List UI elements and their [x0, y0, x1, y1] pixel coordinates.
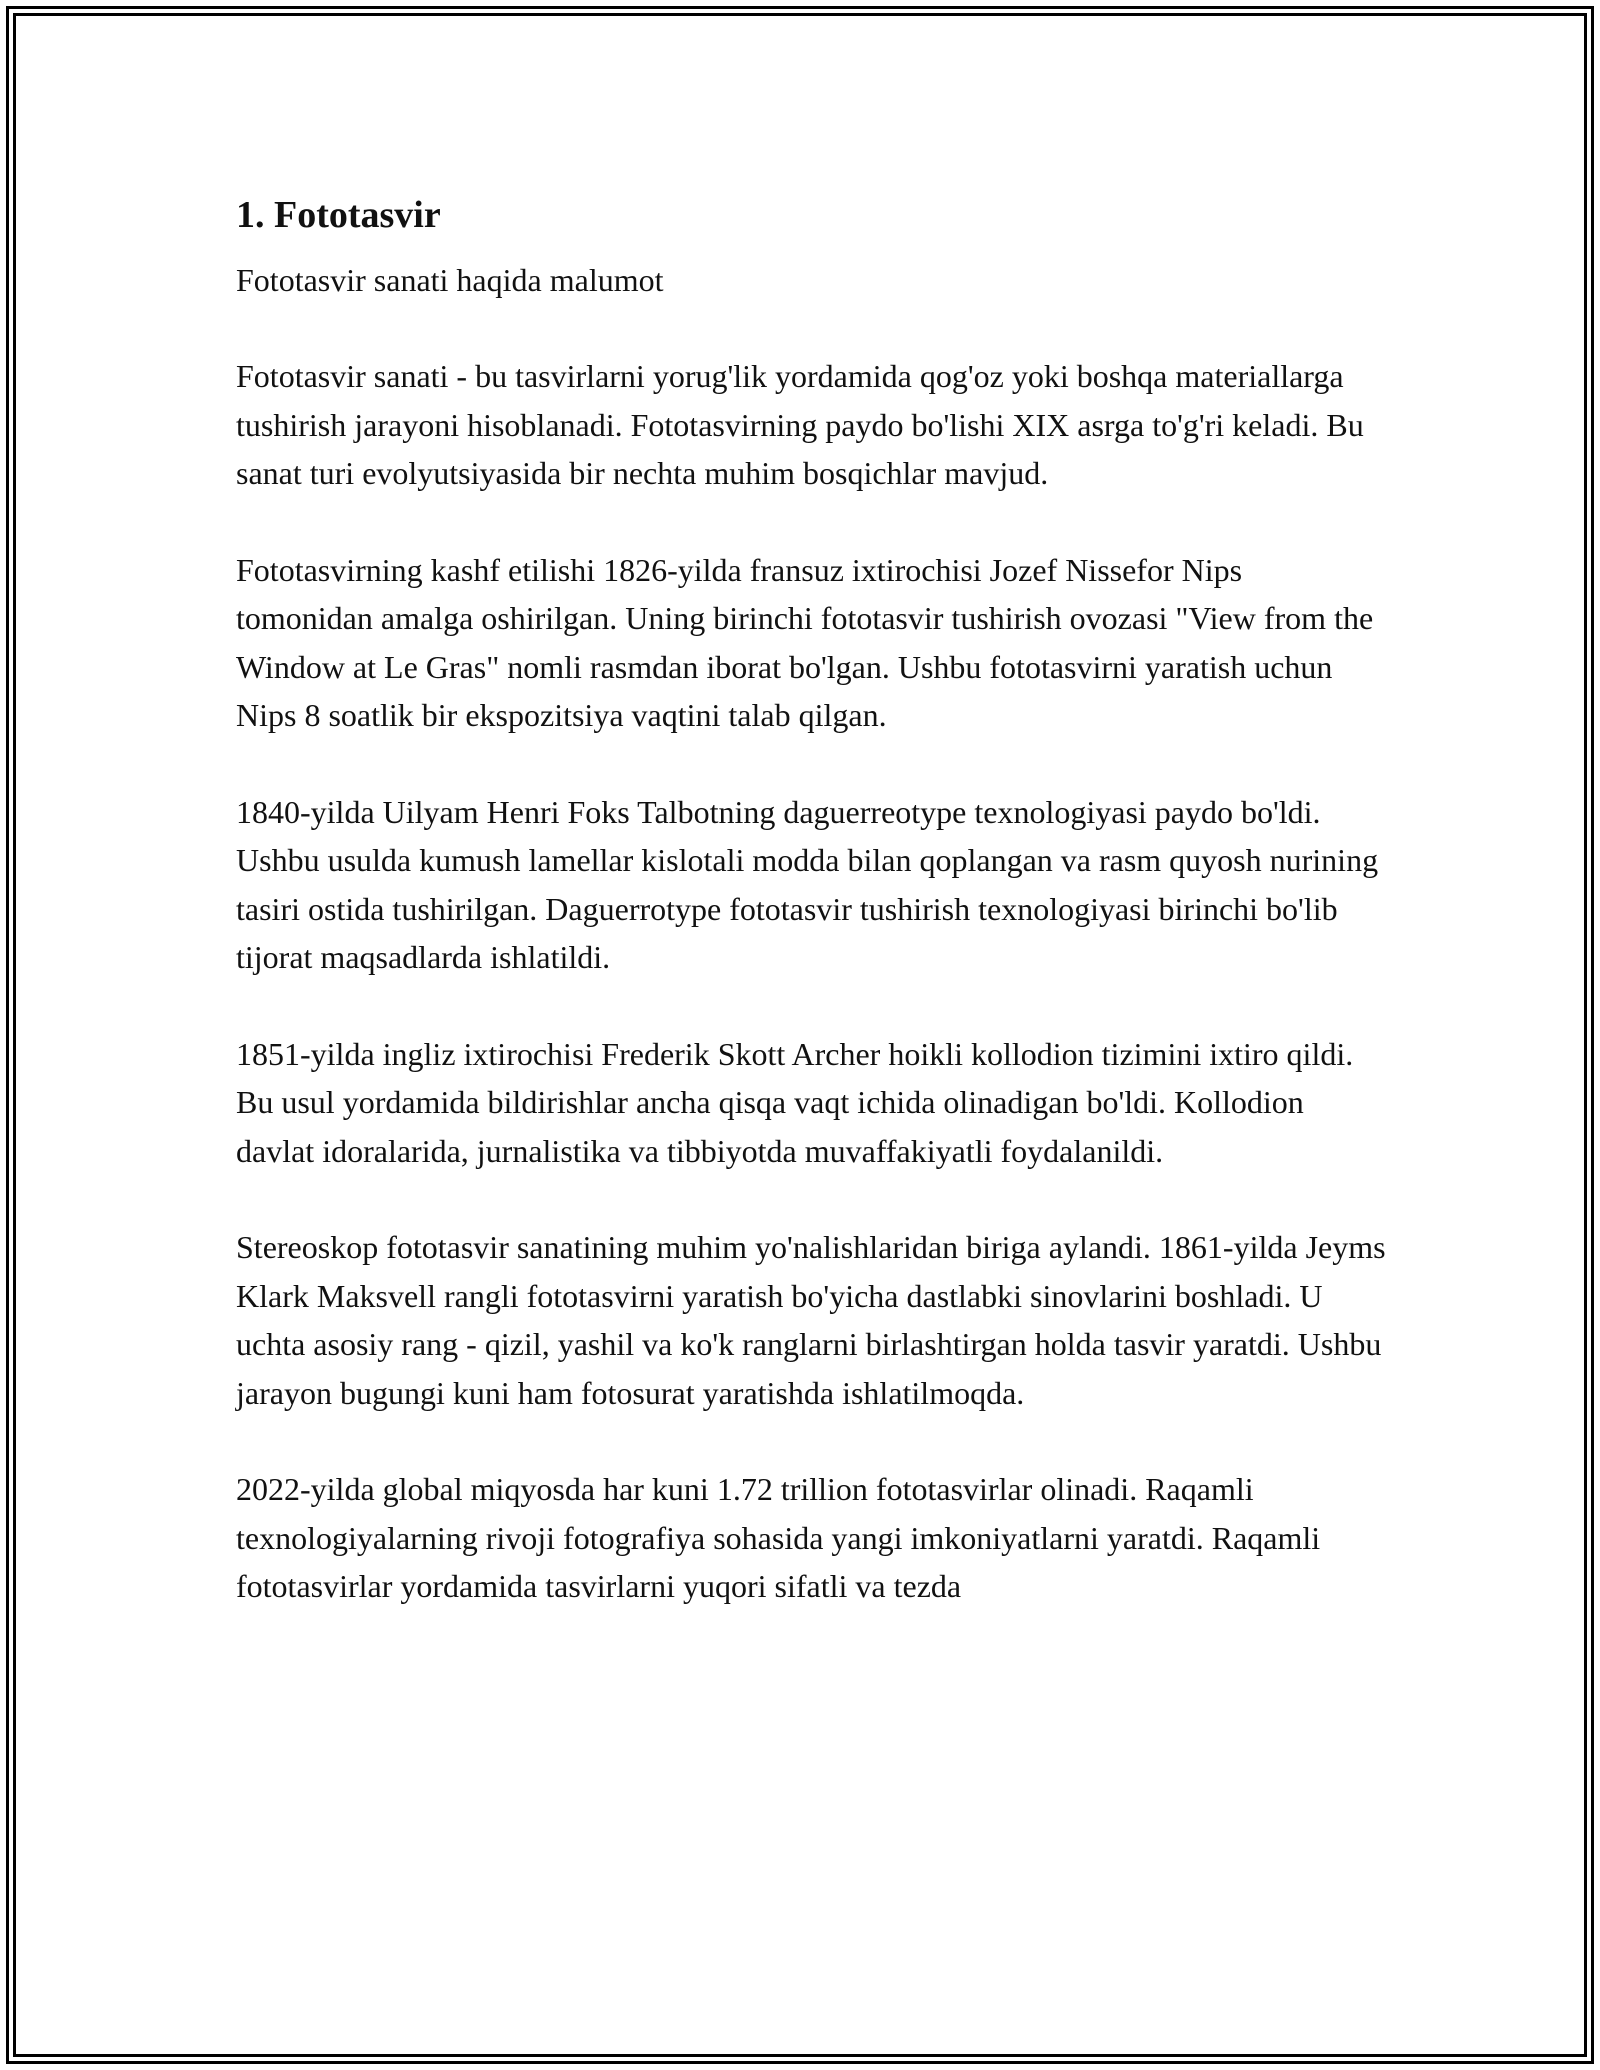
paragraph-6: 2022-yilda global miqyosda har kuni 1.72 trillion fototasvirlar olinadi. Raqamli texnologiyalarning rivoji fotografiya sohasida yangi imkoniyatlarni yaratdi. Raqamli fototasvirlar yordamida tasvirlarni yuqori sifatli va tezda: [236, 1471, 1321, 1604]
section-heading: 1. Fototasvir: [236, 194, 441, 236]
paragraph-3: 1840-yilda Uilyam Henri Foks Talbotning daguerreotype texnologiyasi paydo bo'ldi. Ushbu usulda kumush lamellar kislotali modda bilan qoplangan va rasm quyosh nurining tasiri ostida tushirilgan. Daguerrotype fototasvir tushirish texnologiyasi birinchi bo'lib tijorat maqsadlarda ishlatildi.: [236, 793, 1379, 975]
section-subtitle: Fototasvir sanati haqida malumot: [236, 262, 664, 298]
paragraph-2: Fototasvirning kashf etilishi 1826-yilda fransuz ixtirochisi Jozef Nissefor Nips tomonidan amalga oshirilgan. Uning birinchi fototasvir tushirish ovozasi "View from the Window at Le Gras" nomli rasmdan iborat bo'lgan. Ushbu fototasvirni yaratish uchun Nips 8 soatlik bir ekspozitsiya vaqtini talab qilgan.: [236, 551, 1374, 733]
document-body: [236, 184, 1386, 1611]
paragraph-4: 1851-yilda ingliz ixtirochisi Frederik Skott Archer hoikli kollodion tizimini ixtiro qildi. Bu usul yordamida bildirishlar ancha qisqa vaqt ichida olinadigan bo'ldi. Kollodion davlat idoralarida, jurnalistika va tibbiyotda muvaffakiyatli foydalanildi.: [236, 1035, 1354, 1169]
paragraph-1: Fototasvir sanati - bu tasvirlarni yorug'lik yordamida qog'oz yoki boshqa materiallarga tushirish jarayoni hisoblanadi. Fototasvirning paydo bo'lishi XIX asrga to'g'ri keladi. Bu sanat turi evolyutsiyasida bir nechta muhim bosqichlar mavjud.: [236, 358, 1364, 491]
paragraph-5: Stereoskop fototasvir sanatining muhim yo'nalishlaridan biriga aylandi. 1861-yilda Jeyms Klark Maksvell rangli fototasvirni yaratish bo'yicha dastlabki sinovlarini boshladi. U uchta asosiy rang - qizil, yashil va ko'k ranglarni birlashtirgan holda tasvir yaratdi. Ushbu jarayon bugungi kuni ham fotosurat yaratishda ishlatilmoqda.: [236, 1229, 1386, 1411]
